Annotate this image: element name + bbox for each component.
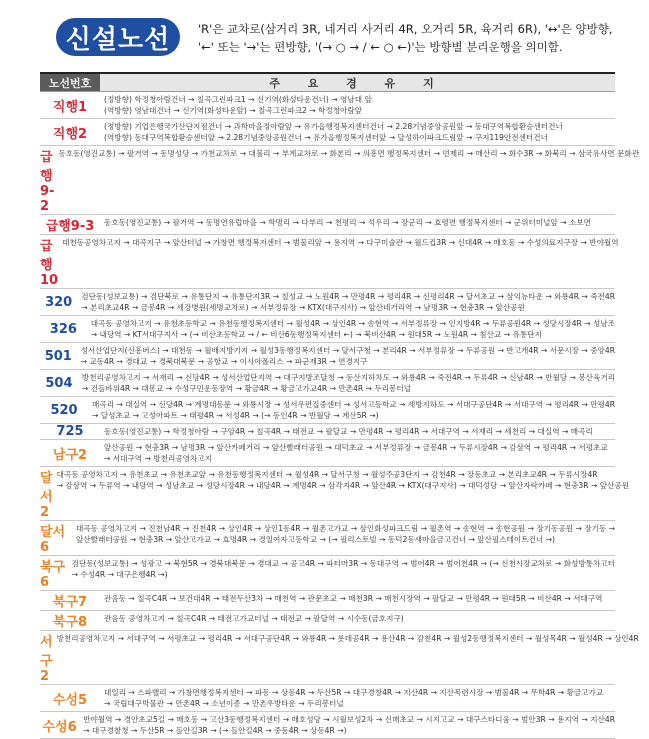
route-stops-line: 관음동 공영차고지 → 칠곡C4R → 태전고가교터널 → 태전교 → 팔달역 → 시수동(금호지구) [104,614,404,623]
route-stops [100,215,615,234]
table-row [40,712,615,739]
route-number: 504 [45,375,73,391]
route-stops [100,611,615,630]
table-row [40,521,615,556]
table-row [40,467,630,521]
header [0,0,649,72]
route-stops-line: 반야월역 → 경안초교5길 → 매호동 → 고산3동행정복지센터 → 매호성당 → 시월보성2차 → 신매초교 → 시지고교 → 대구스타디움 → 범안3R → 용지역 → 지산4R [83,715,615,724]
route-stops [68,556,615,590]
route-stops-line: (정방향) 학정청아람건너 → 칠곡그린파크1 → 신기역(화성타운건너) → 영남대 앞 [104,95,372,104]
legend-note-line: 'R'은 교차로(삼거리 3R, 네거리 사거리 4R, 오거리 5R, 육거리 6R), '↔'은 양방향, [198,22,613,36]
route-stops-line: 성서산업단지(신흥버스) → 대천동 → 월배지방기지 → 월성3동행정복지센터 → 달서구청 → 본리4R → 서부정류장 → 두류공원 → 반고개4R → 서문시장 → 중앙4R [80,346,615,355]
route-stops-line: 앞산빨래터공원 → 현충3R → 앞산고가교 → 효명4R → 경일여자고등학교 → (→ 필리스토빌 → 동덕2동새마을금고건너 → 앞산필스테이트건너 →) [76,535,555,544]
table-row [40,397,615,424]
route-number: 수성6 [42,719,77,735]
route-stops [53,467,629,520]
route-stops [77,289,615,315]
header-route-number: 노선번호 [40,74,100,91]
route-stops-line: (역방향) 동대구역복합환승센터앞 → 2.28기념중앙공원건너 → 유가읍행정복지센터앞 → 달성하이파크드림앞 → 구지119안전센터건너 [104,133,548,142]
route-stops-line: 검단동(성보교통) → 성광고 → 북현5R → 경북대북문 → 경대교 → 공고4R → 파티마3R → 동대구역 → 범어4R → 범어천4R → (→ 신천시장교차로 → 화성방통차고터 [71,559,615,568]
route-stops [88,397,615,423]
table-row [40,235,619,289]
route-stops-line: 대곡동 공영차고지 → 진천남4R → 진천4R → 상인4R → 상인1동4R → 월촌고가교 → 삼인화성파크드림 → 월촌역 → 송현역 → 송현공원 → 장기동공원 → 장기동 → [76,524,615,533]
table-header [40,72,615,92]
route-stops [72,521,615,555]
route-stops-line: → 서대구역 → 방천리공영차고지 [104,454,212,463]
route-number: 520 [50,402,78,418]
route-number: 달서6 [40,525,66,555]
table-row [40,92,615,119]
table-row [40,556,615,591]
route-number: 북구6 [40,560,66,590]
table-row [40,215,615,235]
header-main-stops: 주 요 경 유 지 [100,74,615,91]
route-table [40,72,640,739]
route-stops [100,685,615,711]
route-stops [100,591,615,610]
route-number: 북구7 [52,595,88,610]
route-stops-line: 대곡동 공영차고지 → 유천초교 → 유천초교앞 → 유천동행정복지센터 → 월성4R → 달서구청 → 월성주공3단지 → 감천4R → 장동초교 → 본리초교4R → 두류시장4R [56,470,598,479]
route-stops-line: 동호동(영진교통) → 학정청아람 → 구암4R → 칠곡4R → 태전교 → 팔달교 → 만평4R → 평리4R → 서대구역 → 서재리 → 세천리 → 대실역 → 매곡리 [104,427,593,436]
route-stops-line: 대일리 → 스파밸리 → 가창면행정복지센터 → 파동 → 상동4R → 두산5R → 대구경창4R → 지산4R → 지산목련시장 → 범물4R → 무학4R → 황금고가교 [104,688,604,697]
route-stops-line: → 감삼역 → 두류역 → 내당역 → 성남초교 → 성당시장4R → 내당4R → 계명4R → 삼각지4R → 앞산4R → KTX(대구지사) → 대덕성당 → 앞산자락카페 → 현충3R → 앞산공원 [56,481,630,490]
route-number: 725 [56,424,84,439]
route-stops [78,370,615,396]
route-number: 급행9-2 [40,150,55,214]
route-number: 북구8 [52,615,88,630]
route-stops-line: → 본리초교4R → 금봉4R → 세강병원(세명교차로) → 서부정류장 → KTX(대구지사) → 앞산네거리역 → 남명3R → 현충3R → 앞산공원 [81,303,525,312]
route-stops-line: → 국립대구박물관 → 만촌4R → 소년이종 → 만촌우방타운 → 두리봉터널 [104,699,344,708]
route-number: 수성5 [52,692,88,708]
route-stops-line: 동호동(영진교통) → 팔거역 → 동명성당 → 가천교차로 → 대불리 → 부계교차로 → 화본리 → 의흥면 행정복지센터 → 언제리 → 매산리 → 화수3R → 화북리 → 삼국유사면 문화관 [58,149,640,158]
route-stops [79,712,615,738]
route-stops-line: 앞산공원 → 현충3R → 남명3R → 앞산카페거리 → 앞산빨래터공원 → 대덕초교 → 서부정류장 → 금봉4R → 두류시장4R → 감삼역 → 평리4R → 서평초교 [104,443,608,452]
route-number: 직행2 [52,126,88,142]
route-stops-line: 동호동(영진교통) → 팔거역 → 동명연유럽마을 → 학명리 → 다부리 → 천평리 → 석우리 → 장군리 → 효령면 행정복지센터 → 군위터미널앞 → 소보면 [104,218,592,227]
table-row [40,146,640,215]
route-stops [87,316,615,342]
route-stops [54,146,639,214]
route-stops-line: 관음동 → 칠곡C4R → 보건대4R → 태전두산3차 → 매천역 → 관문초교 → 매천3R → 매천시장역 → 팔달교 → 만평4R → 원대5R → 비산4R → 서대구역 [104,594,603,603]
route-stops [100,440,615,466]
route-number: 급행9-3 [45,219,95,234]
table-row [40,631,639,685]
table-row [40,611,615,631]
route-stops-line: 검단동(성보교통) → 검단북로 → 유통단지 → 유통단지3R → 칠성교 → 노원4R → 만평4R → 평리4R → 신평리4R → 달서초교 → 삼익뉴타운 → 와룡4R → 죽전4R [81,292,615,301]
route-number: 달서2 [40,471,53,520]
legend-note-line: '←' 또는 '→'는 편방향, '(→ ○ → / ← ○ ←)'는 방향별 분리운행을 의미함. [198,40,563,54]
route-number: 501 [44,348,72,364]
legend-notes [198,20,648,56]
route-stops-line: → 건들바위4R → 대봉교 → 수성구민운동장역 → 황금4R → 황금고가교4R → 만촌4R → 두리봉터널 [81,384,411,393]
route-stops [100,92,615,118]
route-stops [58,235,619,288]
table-body [40,92,640,739]
route-stops-line: → 대구경찰청 → 두산5R → 들안길3R → (→ 들안길4R → 중동4R → 상동4R →) [83,726,347,735]
route-number: 320 [45,294,73,310]
table-row [40,440,615,467]
route-stops [100,119,615,145]
table-row [40,685,615,712]
route-stops-line: → 내당역 → KT서대구지사 → (→ 비산초등학교 → / ← 비산6동행정복지센터 ←) → 북비산4R → 원대5R → 노원4R → 침산교 → 유통단지 [90,330,542,339]
route-stops [53,631,639,684]
route-stops-line: 대곡동 공영차고지 → 유천초등학교 → 유천동행정복지센터 → 월성4R → 상인4R → 송현역 → 서부정류장 → 인지방4R → 두류공원4R → 성당시장4R → 성남조 [90,319,615,328]
route-stops-line: → 달성초교 → 고성아파트 → 태평4R → 서성4R → (→ 동인4R → 반월당 → 계산5R →) [92,411,379,420]
route-number: 서구2 [40,635,53,684]
table-row [40,289,615,316]
route-stops-line: 대천동공영차고지 → 대곡지구 → 앞산터널 → 가창면 행정복지센터 → 범물리앞 → 용지역 → 다구미술관 → 월드컵3R → 신대4R → 매호동 → 수성의료지구장 → 반야월역 [62,238,619,247]
table-row [40,316,615,343]
table-row [40,370,615,397]
table-row [40,343,615,370]
route-stops-line: 방천리공영차고지 → 서재리 → 신당4R → 성서산업단지역 → 대구지방조달청 → 동산지하차도 → 와룡4R → 죽전4R → 두류4R → 신남4R → 반월당 → 봉산육거리 [81,373,615,382]
table-row [40,424,615,440]
route-number: 남구2 [52,447,88,463]
route-stops-line: → 교동4R → 경대교 → 경북대북문 → 공항교 → 이시아폴리스 → 파군재3R → 연경지구 [80,357,368,366]
route-number: 직행1 [52,99,88,115]
route-stops-line: 매곡리 → 대실역 → 신당4R → 계명대동문 → 와룡시장 → 성서우편집중센터 → 성서고등학교 → 세방지하도 → 서대구공단4R → 서대구역 → 평리4R → 만평4R [92,400,615,409]
route-stops-line: → 수성4R → 대구은행4R →) [71,570,168,579]
route-stops-line: 방천리공영차고지 → 서대구역 → 서평초교 → 평리4R → 서대구공단4R → 와룡4R → 롯데공4R → 용산4R → 감천4R → 월성2동행정복지센터 → 월성목4R → 월성4R → 상인4R [56,634,639,643]
route-stops [100,424,615,439]
route-stops [77,343,615,369]
table-row [40,591,615,611]
page-title: 신설노선 [56,18,180,56]
route-number: 326 [49,321,77,337]
route-stops-line: (역방향) 영남대건너 → 신기역(화성타운앞) → 칠곡그린파크2 → 학정청아람앞 [104,106,363,115]
route-number: 급행10 [40,239,59,288]
route-stops-line: (정방향) 기업은행국가산단지점건너 → 과학마을정아람앞 → 유가읍행정복지센터건너 → 2.28기념중앙공원앞 → 동대구역복합환승센터건너 [104,122,563,131]
table-row [40,119,615,146]
